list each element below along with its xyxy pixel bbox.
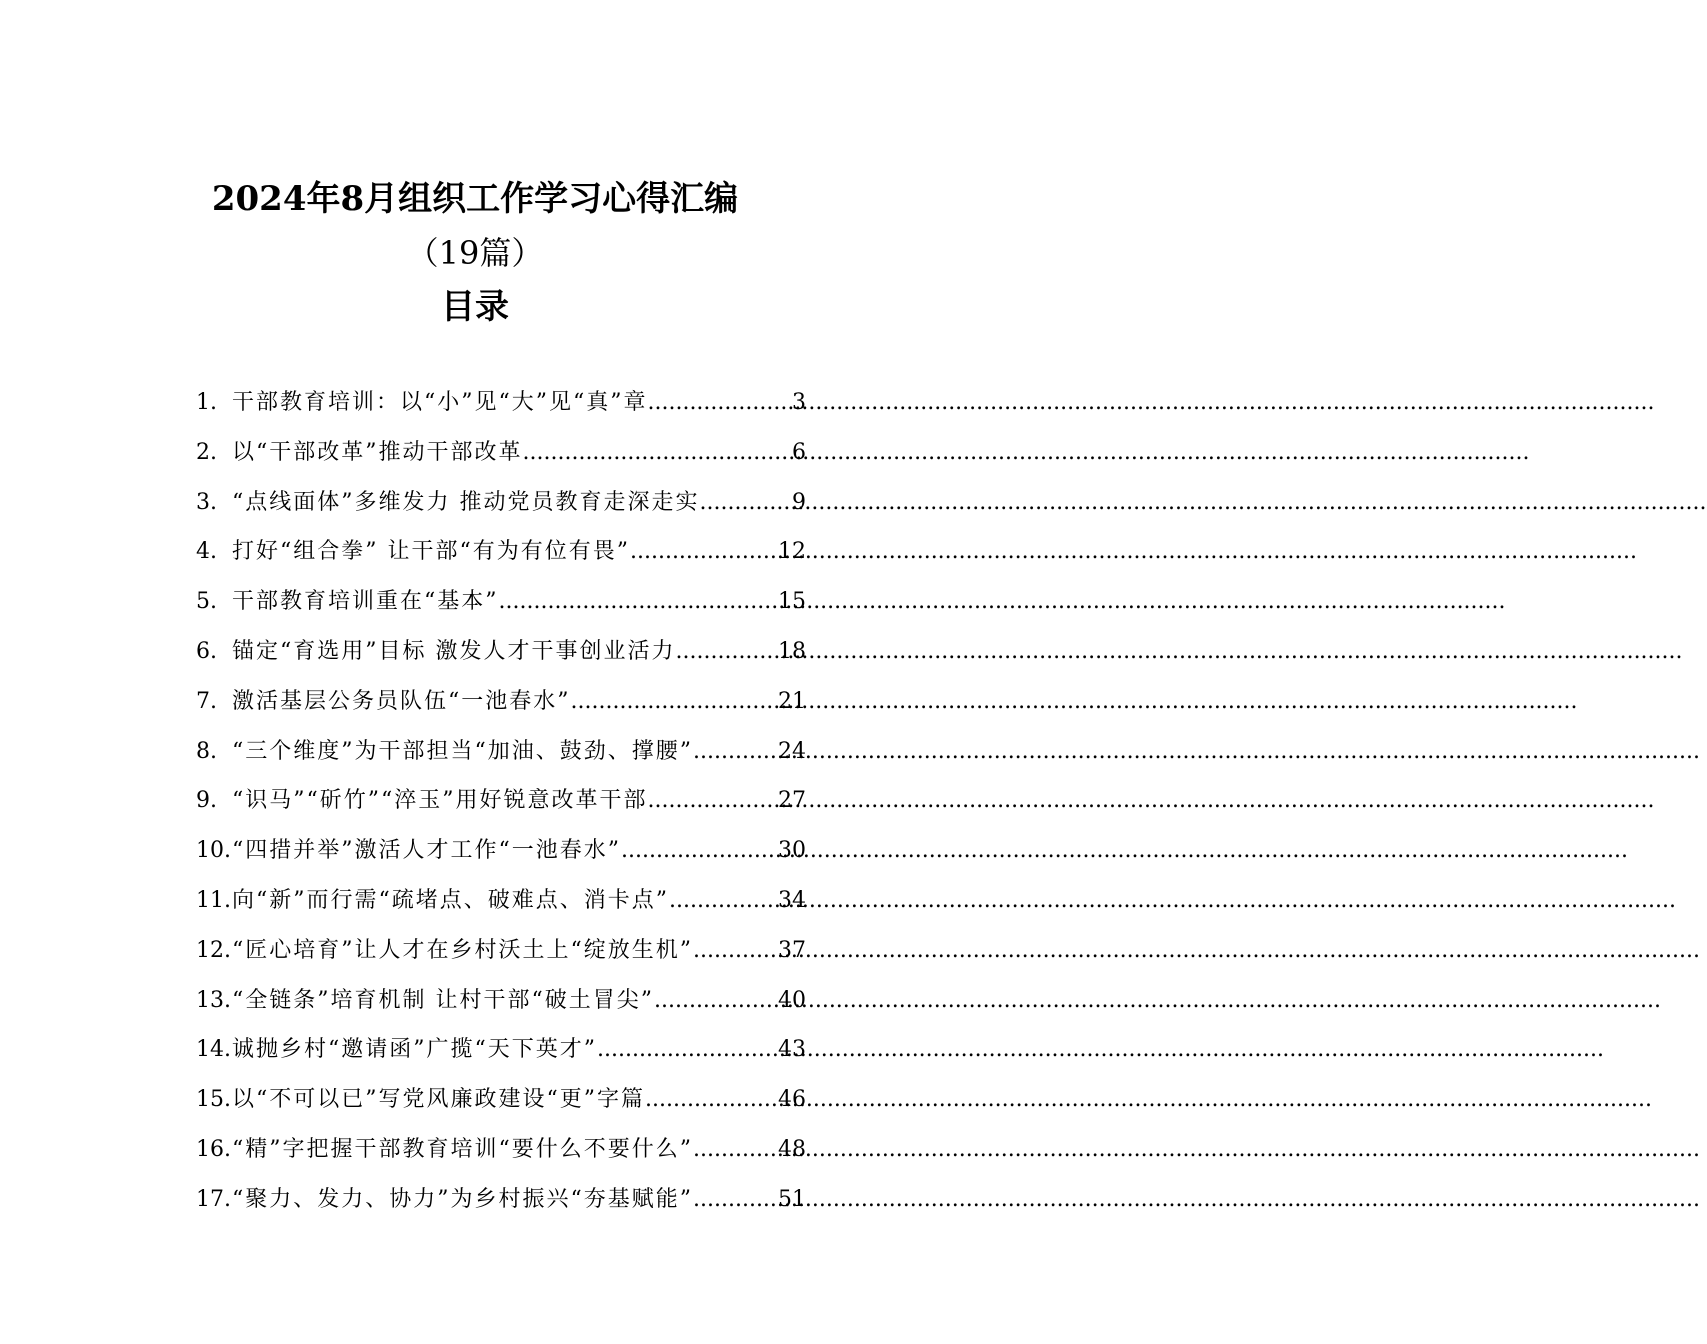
toc-entry-leader (693, 727, 778, 777)
toc-entry-page: 21 (778, 688, 806, 714)
toc-entry-page: 12 (778, 539, 806, 565)
toc-entry-page: 27 (778, 788, 806, 814)
toc-entry[interactable] (196, 727, 806, 777)
toc-entry[interactable] (196, 1025, 806, 1075)
toc-entry-number: 7. (196, 688, 217, 714)
toc-entry[interactable] (196, 876, 806, 926)
toc-entry-title: “识马”“斫竹”“淬玉”用好锐意改革干部 (232, 788, 648, 814)
toc-heading: 目录 (441, 287, 509, 327)
toc-entry-title: “精”字把握干部教育培训“要什么不要什么” (232, 1136, 693, 1162)
toc-entry-leader (700, 478, 793, 528)
table-of-contents (196, 378, 806, 1225)
toc-entry-leader (523, 428, 793, 478)
toc-entry-leader (693, 1175, 778, 1225)
toc-entry-number: 17. (196, 1186, 231, 1212)
toc-entry-title: “点线面体”多维发力 推动党员教育走深走实 (232, 489, 700, 515)
toc-entry-title: 向“新”而行需“疏堵点、破难点、消卡点” (232, 887, 669, 913)
toc-entry-page: 9 (792, 489, 806, 515)
toc-entry-number: 4. (196, 539, 217, 565)
toc-entry-number: 2. (196, 439, 217, 465)
toc-entry[interactable] (196, 677, 806, 727)
toc-entry-number: 5. (196, 589, 217, 615)
toc-entry-page: 51 (778, 1186, 806, 1212)
toc-entry-leader (499, 577, 779, 627)
toc-entry[interactable] (196, 577, 806, 627)
toc-entry-leader (676, 627, 779, 677)
document-subtitle: （19篇） (406, 234, 544, 272)
toc-entry-page: 46 (778, 1087, 806, 1113)
toc-entry-page: 24 (778, 738, 806, 764)
toc-entry-number: 12. (196, 937, 231, 963)
toc-entry-number: 16. (196, 1136, 231, 1162)
toc-entry[interactable] (196, 627, 806, 677)
toc-entry-title: 干部教育培训：以“小”见“大”见“真”章 (232, 390, 648, 415)
toc-entry-page: 34 (778, 887, 806, 913)
toc-entry[interactable] (196, 428, 806, 478)
toc-entry-page: 48 (778, 1136, 806, 1162)
toc-entry-number: 15. (196, 1087, 231, 1113)
toc-entry-number: 9. (196, 788, 217, 814)
toc-entry-leader (693, 1125, 778, 1175)
toc-entry[interactable] (196, 478, 806, 528)
toc-entry-page: 40 (778, 987, 806, 1013)
toc-entry-page: 37 (778, 937, 806, 963)
toc-entry[interactable] (196, 826, 806, 876)
toc-entry-leader (621, 826, 778, 876)
toc-entry-title: 锚定“育选用”目标 激发人才干事创业活力 (232, 638, 676, 664)
toc-entry-number: 14. (196, 1037, 231, 1063)
toc-entry[interactable] (196, 926, 806, 976)
toc-entry-title: “匠心培育”让人才在乡村沃土上“绽放生机” (232, 937, 693, 963)
toc-entry[interactable] (196, 378, 806, 428)
toc-entry[interactable] (196, 1125, 806, 1175)
toc-entry-leader (630, 527, 778, 577)
title-block (0, 172, 950, 334)
toc-entry-title: 诚抛乡村“邀请函”广揽“天下英才” (232, 1037, 597, 1063)
toc-entry-title: “四措并举”激活人才工作“一池春水” (232, 838, 621, 864)
toc-entry-leader (645, 1075, 778, 1125)
toc-entry-page: 15 (778, 589, 806, 615)
toc-entry-title: 激活基层公务员队伍“一池春水” (232, 688, 571, 714)
toc-entry-number: 8. (196, 738, 217, 764)
toc-entry-leader (597, 1025, 778, 1075)
toc-entry-title: 以“干部改革”推动干部改革 (232, 439, 523, 465)
toc-entry-leader (647, 378, 792, 428)
toc-entry-leader (693, 926, 778, 976)
toc-entry-number: 11. (196, 887, 231, 913)
toc-entry[interactable] (196, 527, 806, 577)
toc-entry-leader (571, 677, 779, 727)
toc-entry-title: “全链条”培育机制 让村干部“破土冒尖” (232, 987, 654, 1013)
toc-entry-page: 18 (778, 638, 806, 664)
toc-entry[interactable] (196, 976, 806, 1026)
toc-entry-leader (647, 776, 778, 826)
toc-entry[interactable] (196, 1175, 806, 1225)
toc-entry-number: 10. (196, 838, 231, 864)
toc-entry-title: 以“不可以已”写党风廉政建设“更”字篇 (232, 1087, 645, 1113)
toc-entry-number: 13. (196, 987, 231, 1013)
toc-entry-page: 6 (792, 439, 806, 465)
toc-entry-title: “聚力、发力、协力”为乡村振兴“夯基赋能” (232, 1186, 693, 1212)
toc-entry-number: 6. (196, 638, 217, 664)
toc-entry-title: “三个维度”为干部担当“加油、鼓劲、撑腰” (232, 738, 693, 764)
toc-entry-page: 43 (778, 1037, 806, 1063)
toc-entry-number: 3. (196, 489, 217, 515)
toc-entry[interactable] (196, 1075, 806, 1125)
toc-entry-number: 1. (196, 390, 217, 415)
document-title: 2024年8月组织工作学习心得汇编 (211, 179, 739, 219)
toc-entry-page: 30 (778, 838, 806, 864)
toc-entry-page: 3 (792, 390, 806, 415)
toc-entry-title: 干部教育培训重在“基本” (232, 589, 499, 615)
toc-entry-leader (654, 976, 778, 1026)
toc-entry[interactable] (196, 776, 806, 826)
toc-entry-title: 打好“组合拳” 让干部“有为有位有畏” (232, 539, 630, 565)
toc-entry-leader (669, 876, 778, 926)
